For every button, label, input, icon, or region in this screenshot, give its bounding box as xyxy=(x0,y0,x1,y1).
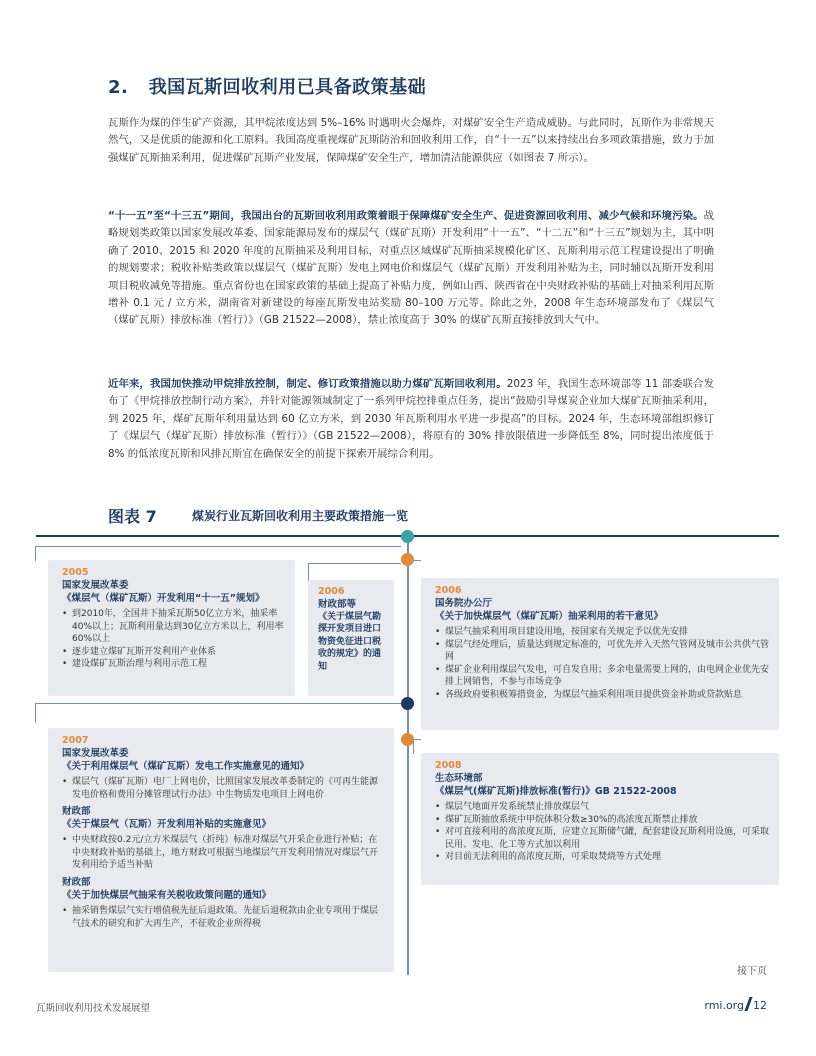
list-item: • 煤层气（煤矿瓦斯）电厂上网电价，比照国家发展改革委制定的《可再生能源发电价格和费用分摊管理试行办法》中生物质发电项目上网电价 xyxy=(62,776,385,801)
timeline-card-2007 xyxy=(48,728,394,972)
list-item: • 煤层气经处理后，质量达到规定标准的，可优先并入天然气管网及城市公共供气管网 xyxy=(435,639,770,664)
paragraph-2-lead: “十一五”至“十三五”期间，我国出台的瓦斯回收利用政策着眼于保障煤矿安全生产、促进资源回收利用、减少气候和环境污染。 xyxy=(108,210,704,222)
card-org-3: 财政部 xyxy=(62,876,91,888)
list-item: • 中央财政按0.2元/立方米煤层气（折纯）标准对煤层气开采企业进行补贴；在中央财政补贴的基础上，地方财政可根据当地煤层气开发利用情况对煤层气开发利用给予适当补贴 xyxy=(62,834,385,872)
timeline-axis xyxy=(407,535,409,975)
list-item: • 对目前无法利用的高浓度瓦斯，可采取焚烧等方式处理 xyxy=(435,851,770,864)
section-title xyxy=(108,73,426,99)
connector-box5 xyxy=(413,739,421,754)
paragraph-3-body: 2023 年，我国生态环境部等 11 部委联合发布了《甲烷排放控制行动方案》，并针对能源领域制定了一系列甲烷控排重点任务，提出“鼓励引导煤炭企业加大煤矿瓦斯抽采利用，到 2025 年，煤矿瓦斯年利用量达到 60 亿立方米，到 2030 年瓦斯利用水平进一步提高”的目标。2024 年，生态环境部组织修订了《煤层气（煤矿瓦斯）排放标准（暂行）》（GB 21522—2008），将原有的 30% 排放限值进一步降低至 8%，同时提出浓度低于 8% 的低浓度瓦斯和风排瓦斯宜在确保安全的前提下探索开展综合利用。 xyxy=(108,378,714,460)
card-org: 国家发展改革委 xyxy=(62,580,129,591)
list-item: • 抽采销售煤层气实行增值税先征后退政策。先征后退税款由企业专项用于煤层气技术的研究和扩大再生产，不征收企业所得税 xyxy=(62,905,385,930)
card-doc: 《关于煤层气勘探开发项目进口物资免征进口税收的规定》的通知 xyxy=(318,612,382,672)
card-items xyxy=(62,776,385,801)
card-doc: 《关于加快煤层气（煤矿瓦斯）抽采利用的若干意见》 xyxy=(435,611,664,622)
card-org: 财政部等 xyxy=(318,599,357,610)
card-items xyxy=(435,801,770,864)
section-number: 2. xyxy=(108,77,129,98)
connector-box1 xyxy=(35,546,401,561)
card-year: 2006 xyxy=(318,586,345,597)
page-number: 12 xyxy=(753,999,767,1012)
footer-site-link[interactable]: rmi.org xyxy=(704,999,744,1012)
card-doc: 《关于利用煤层气（煤矿瓦斯）发电工作实施意见的通知》 xyxy=(62,761,310,772)
list-item: • 煤矿瓦斯抽放系统中甲烷体积分数≥30%的高浓度瓦斯禁止排放 xyxy=(435,814,770,827)
footer-report-title: 瓦斯回收利用技术发展展望 xyxy=(36,1003,151,1014)
list-item: • 煤矿企业利用煤层气发电，可自发自用；多余电量需要上网的，由电网企业优先安排上网销售，不参与市场竞争 xyxy=(435,664,770,689)
card-doc: 《煤层气(煤矿瓦斯)排放标准(暂行)》GB 21522-2008 xyxy=(435,786,677,797)
card-org: 国家发展改革委 xyxy=(62,748,129,759)
card-year: 2006 xyxy=(435,585,462,596)
timeline-dot-teal xyxy=(401,530,414,543)
paragraph-2-body: 战略规划类政策以国家发展改革委、国家能源局发布的煤层气（煤矿瓦斯）开发利用“十一五”、“十二五”和“十三五”规划为主，其中明确了 2010、2015 和 2020 年度的瓦斯抽采及利用目标，对重点区域煤矿瓦斯抽采规模化矿区、瓦斯利用示范工程建设提出了明确的规划要求；税收补贴类政策以煤层气（煤矿瓦斯）发电上网电价和煤层气（煤矿瓦斯）开发利用补贴为主，同时辅以瓦斯开发利用项目税收减免等措施。重点省份也在国家政策的基础上提高了补贴力度，例如山西、陕西省在中央财政补贴的基础上对抽采利用瓦斯增补 0.1 元 / 立方米，湖南省对新建设的每座瓦斯发电站奖励 80–100 万元等。除此之外，2008 年生态环境部发布了《煤层气（煤矿瓦斯）排放标准（暂行）》（GB 21522—2008），禁止浓度高于 30% 的煤矿瓦斯直接排放到大气中。 xyxy=(108,210,714,327)
card-items-2 xyxy=(62,834,385,872)
section-heading: 我国瓦斯回收利用已具备政策基础 xyxy=(148,77,427,98)
connector-box3 xyxy=(413,560,421,580)
card-doc-3: 《关于加快煤层气抽采有关税收政策问题的通知》 xyxy=(62,889,272,901)
card-org-2: 财政部 xyxy=(62,806,91,818)
timeline-card-2006-mof xyxy=(308,580,394,696)
list-item: • 到2010年，全国井下抽采瓦斯50亿立方米，抽采率40%以上；瓦斯利用量达到30亿立方米以上，利用率60%以上 xyxy=(62,608,286,646)
paragraph-3-lead: 近年来，我国加快推动甲烷排放控制，制定、修订政策措施以助力煤矿瓦斯回收利用。 xyxy=(108,378,507,390)
list-item: • 对可直接利用的高浓度瓦斯，应建立瓦斯储气罐，配套建设瓦斯利用设施，可采取民用、发电、化工等方式加以利用 xyxy=(435,826,770,851)
list-item: • 煤层气地面开发系统禁止排放煤层气 xyxy=(435,801,770,814)
paragraph-2 xyxy=(108,208,714,330)
card-doc-2: 《关于煤层气（瓦斯）开发利用补贴的实施意见》 xyxy=(62,819,272,831)
list-item: • 建设煤矿瓦斯治理与利用示范工程 xyxy=(62,658,286,671)
list-item: • 逐步建立煤矿瓦斯开发利用产业体系 xyxy=(62,646,286,659)
timeline-card-2006-state-council xyxy=(421,578,779,730)
continued-note: 接下页 xyxy=(737,966,767,977)
card-items-3 xyxy=(62,905,385,930)
connector-box4 xyxy=(35,703,401,723)
timeline-card-2005 xyxy=(48,560,295,696)
slash-icon xyxy=(744,997,752,1011)
card-year: 2005 xyxy=(62,567,89,578)
card-year: 2007 xyxy=(62,735,89,746)
card-items xyxy=(435,626,770,702)
card-items xyxy=(62,608,286,671)
figure-label: 图表 7 xyxy=(108,507,157,526)
paragraph-3 xyxy=(108,376,714,463)
card-org: 国务院办公厅 xyxy=(435,598,493,609)
list-item: • 煤层气抽采利用项目建设用地，按国家有关规定予以优先安排 xyxy=(435,626,770,639)
card-org: 生态环境部 xyxy=(435,773,483,784)
figure-title: 煤炭行业瓦斯回收利用主要政策措施一览 xyxy=(192,509,409,523)
timeline-dot-navy xyxy=(401,697,414,710)
footer-page xyxy=(704,997,767,1012)
card-year: 2008 xyxy=(435,760,462,771)
paragraph-1: 瓦斯作为煤的伴生矿产资源，其甲烷浓度达到 5%–16% 时遇明火会爆炸，对煤矿安全生产造成威胁。与此同时，瓦斯作为非常规天然气，又是优质的能源和化工原料。我国高度重视煤矿瓦斯防治和回收利用工作，自“十一五”以来持续出台多项政策措施，致力于加强煤矿瓦斯抽采利用，促进煤矿瓦斯产业发展，保障煤矿安全生产，增加清洁能源供应（如图表 7 所示）。 xyxy=(108,117,714,164)
list-item: • 各级政府要积极筹措资金，为煤层气抽采利用项目提供资金补助或贷款贴息 xyxy=(435,689,770,702)
card-doc: 《煤层气（煤矿瓦斯）开发利用“十一五”规划》 xyxy=(62,593,265,604)
timeline-card-2008 xyxy=(421,753,779,885)
